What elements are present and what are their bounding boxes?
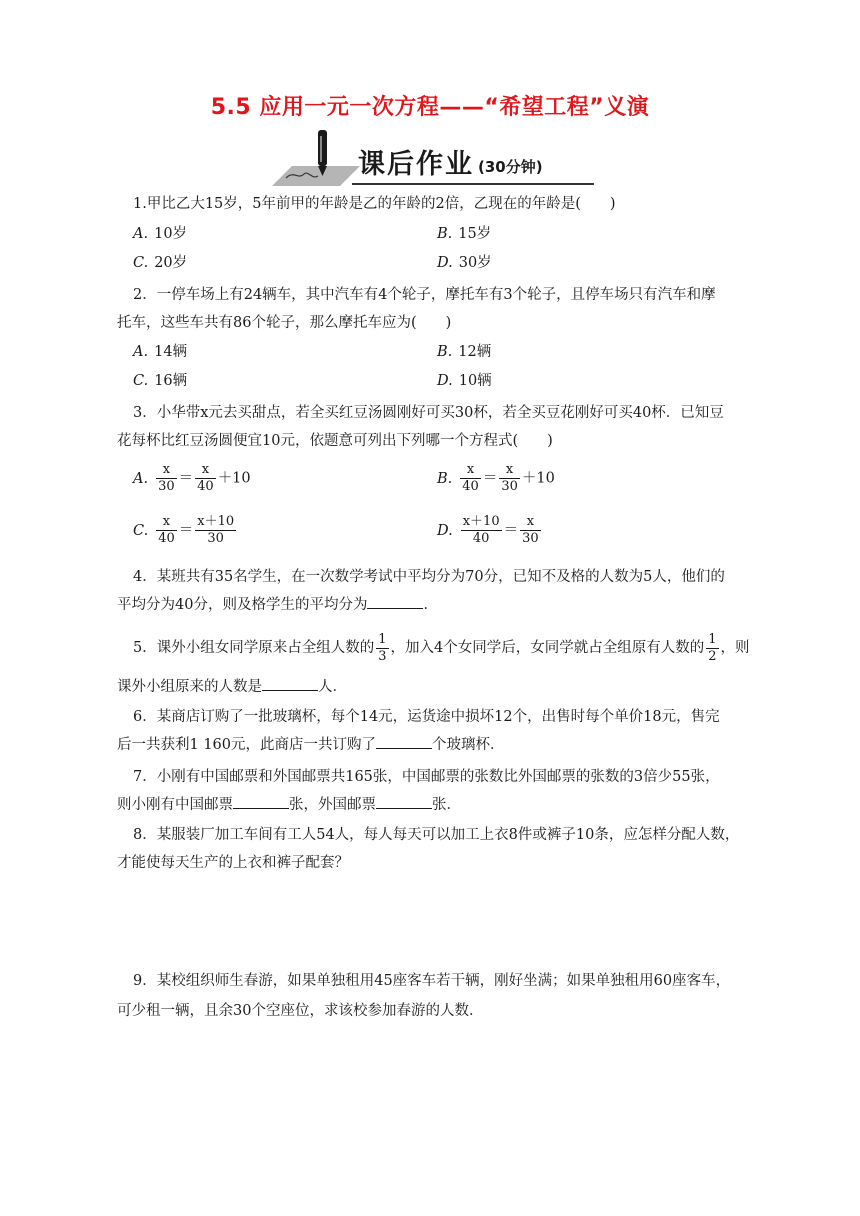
answer-blank[interactable]: [376, 792, 432, 809]
question-7-line1: 7．小刚有中国邮票和外国邮票共165张，中国邮票的张数比外国邮票的张数的3倍少55张，: [133, 769, 720, 785]
q2-option-d: D. 10辆: [437, 373, 492, 389]
q1-option-d: D. 30岁: [437, 255, 492, 271]
homework-banner: [268, 128, 598, 190]
question-3-stem-line1: 3．小华带x元去买甜点，若全买红豆汤圆刚好可买30杯，若全买豆花刚好可买40杯．已知豆: [133, 405, 724, 421]
q1-option-c: C. 20岁: [133, 255, 188, 271]
question-8-line2: 才能使每天生产的上衣和裤子配套？: [117, 855, 349, 871]
question-9-line1: 9．某校组织师生春游，如果单独租用45座客车若干辆，刚好坐满；如果单独租用60座客车，: [133, 973, 731, 989]
q1-option-b: B. 15岁: [437, 226, 492, 242]
answer-blank[interactable]: [233, 792, 289, 809]
question-4-line2: 平均分为40分，则及格学生的平均分为 ．: [117, 590, 745, 620]
q3-option-d: D. $\frac{x+10}{40}$ ＝ $\frac{x}{30}$: [437, 514, 539, 546]
question-5-line1: 5．课外小组女同学原来占全组人数的 $\frac{1}{3}$ ，加入4个女同学后，女同学就占全组原有人数的 $\frac{1}{2}$ ，则: [133, 631, 750, 664]
q3-option-c: C. $\frac{x}{40}$ ＝ $\frac{x+10}{30}$: [133, 514, 235, 546]
q2-option-a: A. 14辆: [133, 344, 188, 360]
question-5-line2: 课外小组原来的人数是 人．: [117, 672, 745, 702]
question-1-stem: 1.甲比乙大15岁，5年前甲的年龄是乙的年龄的2倍，乙现在的年龄是( ): [133, 196, 616, 212]
answer-blank[interactable]: [262, 674, 318, 691]
question-3-stem-line2: 花每杯比红豆汤圆便宜10元，依题意可列出下列哪一个方程式( ): [117, 433, 553, 449]
banner-main-label: 课后作业: [358, 149, 474, 180]
question-6-line1: 6．某商店订购了一批玻璃杯，每个14元，运货途中损坏12个，出售时每个单价18元，售完: [133, 709, 720, 725]
q2-option-b: B. 12辆: [437, 344, 492, 360]
question-2-stem-line2: 托车，这些车共有86个轮子，那么摩托车应为( ): [117, 315, 452, 331]
question-9-line2: 可少租一辆，且余30个空座位，求该校参加春游的人数．: [117, 1003, 484, 1019]
pen-icon: [268, 128, 364, 190]
answer-blank[interactable]: [367, 592, 423, 609]
q3-option-b: B. $\frac{x}{40}$ ＝ $\frac{x}{30}$ ＋10: [437, 462, 555, 494]
q1-option-a: A. 10岁: [133, 226, 188, 242]
question-6-line2: 后一共获利1 160元，此商店一共订购了 个玻璃杯．: [117, 730, 745, 760]
page-title: 5.5 应用一元一次方程——“希望工程”义演: [210, 95, 650, 120]
answer-blank[interactable]: [376, 732, 432, 749]
q2-option-c: C. 16辆: [133, 373, 188, 389]
question-8-line1: 8．某服装厂加工车间有工人54人，每人每天可以加工上衣8件或裤子10条，应怎样分配人数，: [133, 827, 740, 843]
banner-time-label: (30分钟): [478, 158, 543, 176]
banner-underline: [352, 183, 594, 185]
question-2-stem-line1: 2．一停车场上有24辆车，其中汽车有4个轮子，摩托车有3个轮子，且停车场只有汽车和摩: [133, 287, 716, 303]
question-7-line2: 则小刚有中国邮票 张，外国邮票 张．: [117, 790, 745, 820]
q3-option-a: A. $\frac{x}{30}$ ＝ $\frac{x}{40}$ ＋10: [133, 462, 251, 494]
question-4-line1: 4．某班共有35名学生，在一次数学考试中平均分为70分，已知不及格的人数为5人，他们的: [133, 569, 725, 585]
